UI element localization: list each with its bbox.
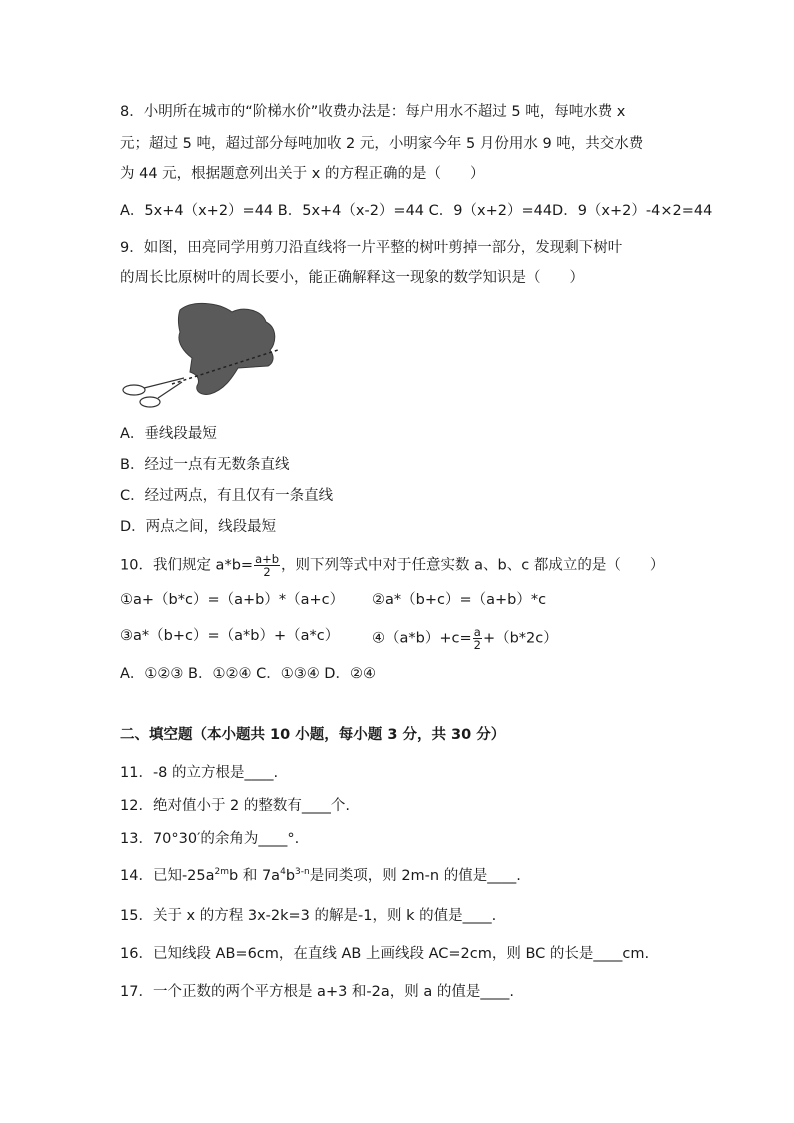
q10-item4-frac-den: 2	[473, 638, 481, 652]
q10-stem	[120, 553, 664, 578]
q15: 15．关于 x 的方程 3x-2k=3 的解是-1，则 k 的值是____.	[120, 908, 497, 924]
section-heading: 二、填空题（本小题共 10 小题，每小题 3 分，共 30 分）	[120, 727, 506, 743]
q14-part-a: 14．已知-25a	[120, 868, 215, 884]
q14-part-d: 是同类项，则 2m-n 的值是____.	[309, 868, 521, 884]
q10-item4-suffix: +（b*2c）	[482, 630, 558, 647]
q10-item4-prefix: ④（a*b）+c=	[372, 630, 472, 647]
q14-part-b: b 和 7a	[229, 868, 281, 884]
q10-item4-fraction	[473, 626, 482, 651]
q14-sup3: 3-n	[295, 867, 310, 878]
q10-item4-frac-num: a	[473, 625, 481, 639]
q9-option-b: B．经过一点有无数条直线	[120, 457, 290, 473]
q9-option-d: D．两点之间，线段最短	[120, 519, 277, 535]
q8-line2: 元；超过 5 吨，超过部分每吨加收 2 元，小明家今年 5 月份用水 9 吨，共交水费	[120, 136, 644, 152]
q14	[120, 866, 521, 886]
q11: 11．-8 的立方根是____.	[120, 765, 279, 781]
q10-item1: ①a+（b*c）=（a+b）*（a+c）	[120, 592, 345, 608]
q14-sup2: 4	[280, 867, 286, 878]
leaf-shape	[179, 303, 275, 394]
q10-prefix: 10．我们规定 a*b=	[120, 557, 254, 574]
q10-item4	[372, 626, 558, 651]
q13: 13．70°30′的余角为____°.	[120, 831, 300, 847]
q10-fraction	[254, 553, 280, 578]
leaf-scissors-figure	[120, 298, 290, 417]
q14-part-c: b	[285, 868, 296, 884]
q10-suffix: ，则下列等式中对于任意实数 a、b、c 都成立的是（ ）	[281, 557, 665, 574]
q17: 17．一个正数的两个平方根是 a+3 和-2a，则 a 的值是____.	[120, 984, 514, 1000]
q10-item3: ③a*（b+c）=（a*b）+（a*c）	[120, 628, 340, 644]
q14-sup1: 2m	[214, 867, 230, 878]
q9-line2: 的周长比原树叶的周长要小，能正确解释这一现象的数学知识是（ ）	[120, 270, 584, 286]
scissors-icon	[123, 378, 184, 407]
q16: 16．已知线段 AB=6cm，在直线 AB 上画线段 AC=2cm，则 BC 的长是____cm.	[120, 946, 650, 962]
q12: 12．绝对值小于 2 的整数有____个.	[120, 798, 351, 814]
q10-frac-den: 2	[263, 565, 271, 579]
q8-line3: 为 44 元，根据题意列出关于 x 的方程正确的是（ ）	[120, 166, 485, 182]
q9-line1: 9．如图，田亮同学用剪刀沿直线将一片平整的树叶剪掉一部分，发现剩下树叶	[120, 240, 623, 256]
q10-item2: ②a*（b+c）=（a+b）*c	[372, 592, 547, 608]
q9-option-c: C．经过两点，有且仅有一条直线	[120, 488, 334, 504]
q10-frac-num: a+b	[255, 552, 280, 566]
q9-option-a: A．垂线段最短	[120, 426, 217, 442]
q10-options: A．①②③ B．①②④ C．①③④ D．②④	[120, 666, 376, 682]
q8-line1: 8．小明所在城市的“阶梯水价”收费办法是：每户用水不超过 5 吨，每吨水费 x	[120, 104, 626, 120]
q8-options: A．5x+4（x+2）=44 B．5x+4（x-2）=44 C．9（x+2）=44D．9（x+2）-4×2=44	[120, 203, 713, 219]
